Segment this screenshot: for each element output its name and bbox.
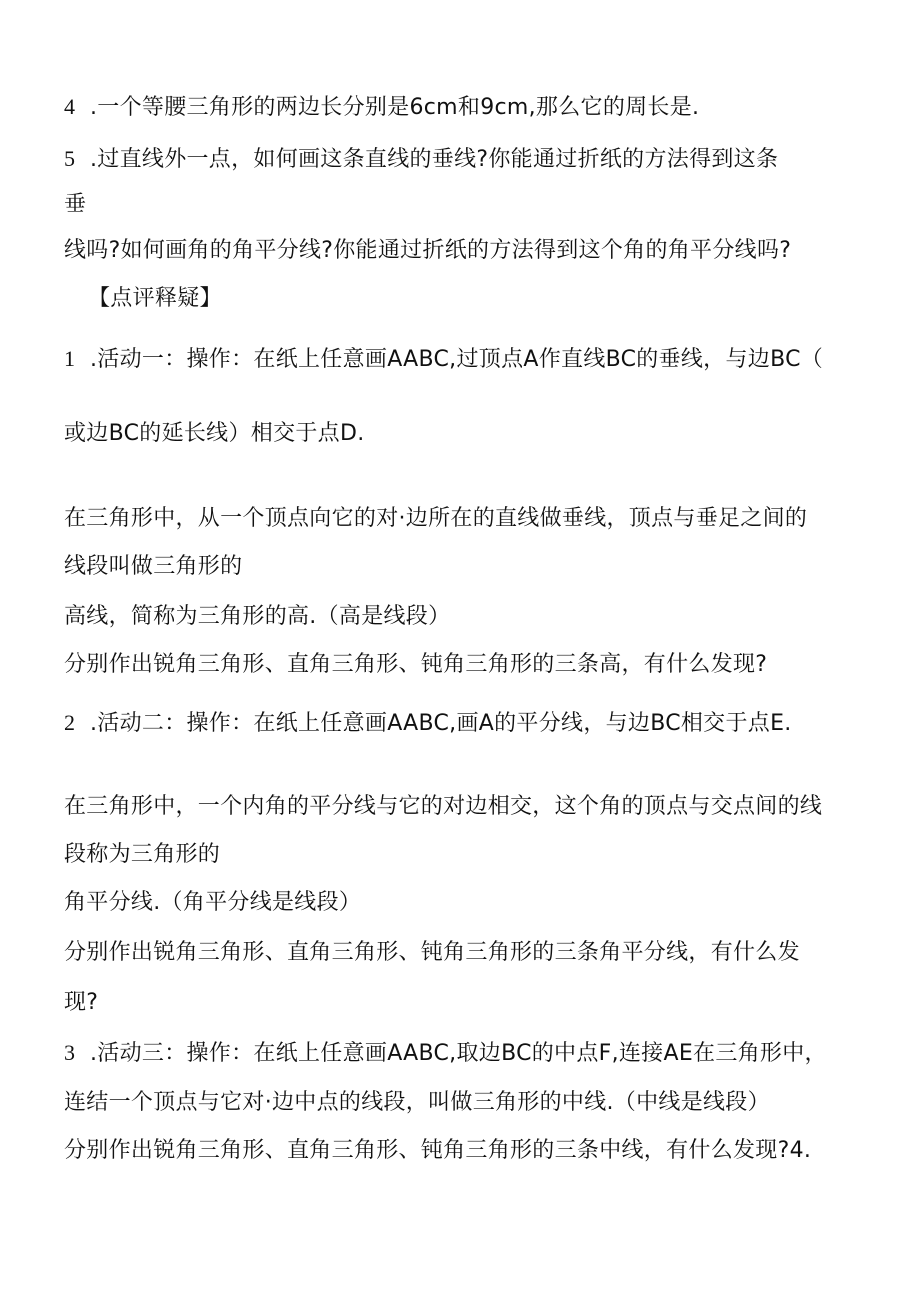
line-text: .活动一：操作：在纸上任意画AABC,过顶点A作直线BC的垂线，与边BC（ <box>90 347 824 372</box>
item-number: 1 <box>64 346 76 371</box>
section-heading: 【点评释疑】 <box>88 286 222 311</box>
activity-2 <box>64 708 792 739</box>
item-number: 5 <box>64 146 76 171</box>
definition-line: 在三角形中，从一个顶点向它的对·边所在的直线做垂线，顶点与垂足之间的 <box>64 506 808 531</box>
definition-line: 高线，简称为三角形的高.（高是线段） <box>64 604 451 629</box>
line-text: .活动二：操作：在纸上任意画AABC,画A的平分线，与边BC相交于点E. <box>90 711 792 736</box>
text-line: 或边BC的延长线）相交于点D. <box>64 421 365 446</box>
activity-1 <box>64 344 823 375</box>
definition-line: 连结一个顶点与它对·边中点的线段，叫做三角形的中线.（中线是线段） <box>64 1090 770 1115</box>
exercise-line: 分别作出锐角三角形、直角三角形、钝角三角形的三条中线，有什么发现?4. <box>64 1138 812 1163</box>
question-4 <box>64 92 699 123</box>
definition-line: 段称为三角形的 <box>64 842 221 867</box>
definition-line: 在三角形中，一个内角的平分线与它的对边相交，这个角的顶点与交点间的线 <box>64 794 823 819</box>
item-number: 3 <box>64 1040 76 1065</box>
question-5 <box>64 144 778 175</box>
activity-3 <box>64 1038 827 1069</box>
line-text: .活动三：操作：在纸上任意画AABC,取边BC的中点F,连接AE在三角形中， <box>90 1041 827 1066</box>
line-text: .过直线外一点，如何画这条直线的垂线?你能通过折纸的方法得到这条 <box>90 147 779 172</box>
item-number: 2 <box>64 710 76 735</box>
definition-line: 线段叫做三角形的 <box>64 554 243 579</box>
exercise-line: 现? <box>64 990 99 1015</box>
text-line: 线吗?如何画角的角平分线?你能通过折纸的方法得到这个角的角平分线吗? <box>64 238 792 263</box>
text-line: 垂 <box>64 192 87 217</box>
item-number: 4 <box>64 94 76 119</box>
exercise-line: 分别作出锐角三角形、直角三角形、钝角三角形的三条角平分线，有什么发 <box>64 940 800 965</box>
line-text: .一个等腰三角形的两边长分别是6cm和9cm,那么它的周长是. <box>90 95 700 120</box>
exercise-line: 分别作出锐角三角形、直角三角形、钝角三角形的三条高，有什么发现? <box>64 652 768 677</box>
definition-line: 角平分线.（角平分线是线段） <box>64 890 362 915</box>
